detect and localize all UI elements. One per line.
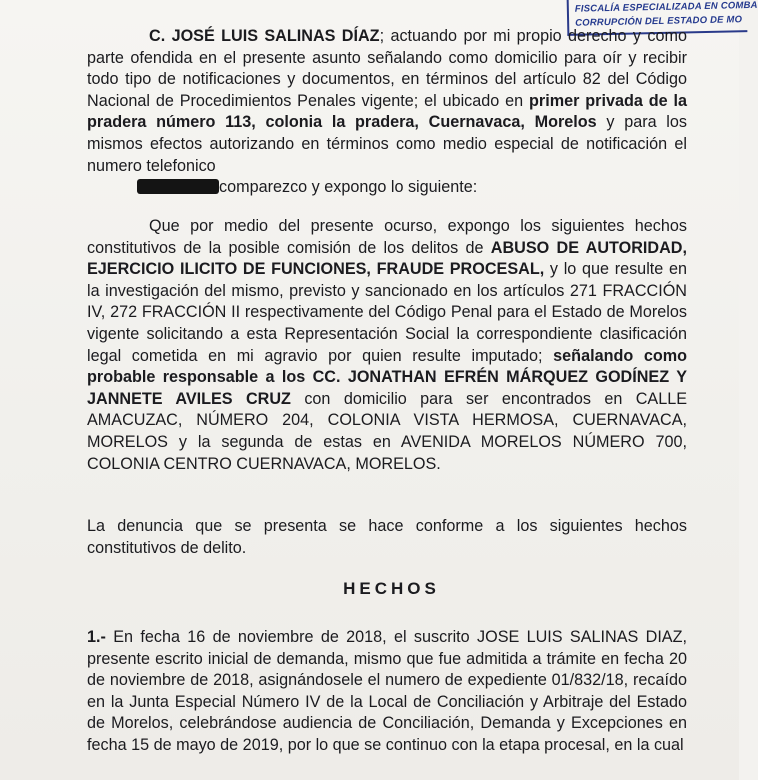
stamp-line-1: FISCALÍA ESPECIALIZADA EN COMBA [574,0,758,15]
complainant-name: C. JOSÉ LUIS SALINAS DÍAZ [149,27,380,45]
redacted-phone-number [137,179,219,194]
complaint-text-3: con domicilio para ser encontrados en CALLE AMACUZAC, NÚMERO 204, COLONIA VISTA HERMOSA, CUERNAVACA, MORELOS y la segunda de estas en AVENIDA MORELOS NÚMERO 700, COLONIA CENTRO CUERNAVACA, MORELOS. [87,389,688,473]
complaint-paragraph [87,216,687,475]
intro-text-2: y para los mismos efectos autorizando en términos como medio especial de notificación el numero telefonico [87,113,687,175]
conformity-paragraph: La denuncia que se presenta se hace conforme a los siguientes hechos constitutivos de delito. [87,517,687,557]
intro-paragraph [87,26,687,199]
intro-address: primer privada de la pradera número 113, colonia la pradera, Cuernavaca, Morelos [87,91,687,132]
intro-text-1: ; actuando por mi propio derecho y como parte ofendida en el presente asunto señalando como domicilio para oír y recibir todo tipo de notificaciones y documentos, en términos del artículo 82 del Código Nacional de Procedimientos Penales vigente; el ubicado en [87,27,687,110]
complaint-text-1: Que por medio del presente ocurso, expongo los siguientes hechos constitutivos de la posible comisión de los delitos de [87,217,687,257]
fact-1-number: 1.- [87,628,106,646]
intro-text-3: comparezco y expongo lo siguiente: [219,178,478,197]
complaint-responsible: señalando como probable responsable a los CC. JONATHAN EFRÉN MÁRQUEZ GODÍNEZ Y JANNETE AVILES CRUZ [87,346,688,408]
stamp-line-2: CORRUPCIÓN DEL ESTADO DE MO [575,14,743,29]
complaint-crimes: ABUSO DE AUTORIDAD, EJERCICIO ILICITO DE FUNCIONES, FRAUDE PROCESAL, [87,238,687,279]
fact-1-text: En fecha 16 de noviembre de 2018, el suscrito JOSE LUIS SALINAS DIAZ, presente escrito inicial de demanda, mismo que fue admitida a trámite en fecha 20 de noviembre de 2018, asignándosele el numero de expediente 01/832/18, recaído en la Junta Especial Número IV de la Local de Conciliación y Arbitraje del Estado de Morelos, celebrándose audiencia de Conciliación, Demanda y Excepciones en fecha 15 de mayo de 2019, por lo que se continuo con la etapa procesal, en la cual [87,628,687,754]
section-heading: HECHOS [343,579,440,598]
complaint-text-2: y lo que resulte en la investigación del mismo, previsto y sancionado en los artículos 271 FRACCIÓN IV, 272 FRACCIÓN II respectivamente del Código Penal para el Estado de Morelos vigente solicitando a esta Representación Social la correspondiente clasificación legal cometida en mi agravio por quien resulte imputado; [87,260,687,365]
fact-1-paragraph [87,627,687,757]
